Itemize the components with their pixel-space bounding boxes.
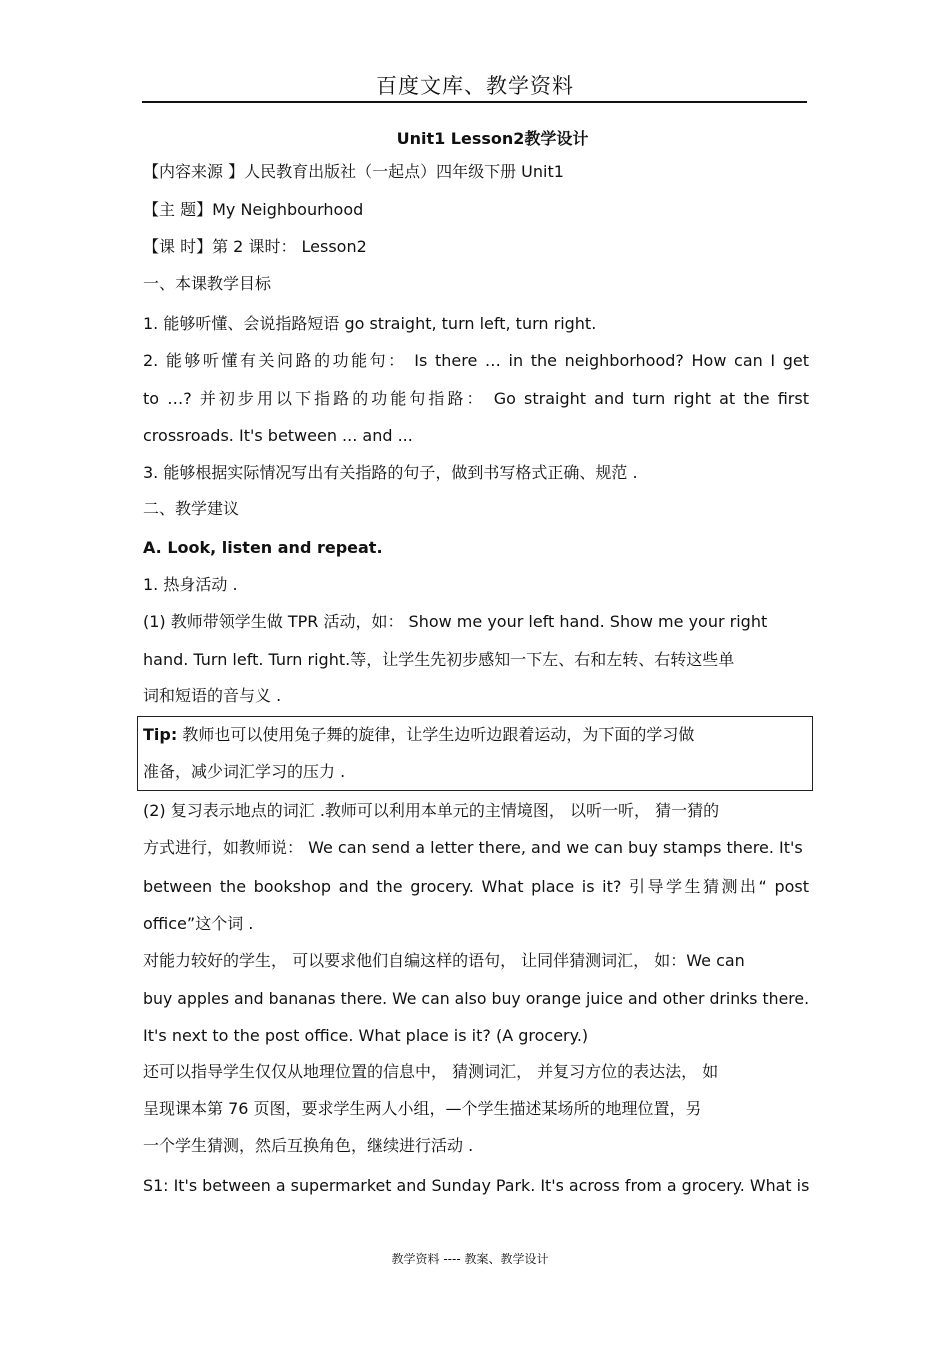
meta-source: 【内容来源 】人民教育出版社（一起点）四年级下册 Unit1	[143, 162, 564, 181]
tip-line: 准备，减少词汇学习的压力 .	[143, 762, 346, 781]
activity1-line: 词和短语的音与义 .	[143, 686, 282, 705]
meta-period: 【课 时】第 2 课时： Lesson2	[143, 237, 367, 256]
header-divider	[142, 101, 807, 103]
warmup-heading: 1. 热身活动 .	[143, 575, 238, 594]
activity2-line: between the bookshop and the grocery. What place is it? 引导学生猜测出“ post	[143, 877, 809, 896]
goal-line: 1. 能够听懂、会说指路短语 go straight, turn left, turn right.	[143, 314, 597, 333]
goal-line: to …? 并初步用以下指路的功能句指路： Go straight and turn right at the first	[143, 389, 809, 408]
tip-line	[143, 725, 809, 745]
section-heading-goals: 一、本课教学目标	[143, 274, 272, 293]
activity2-line: It's next to the post office. What place is it? (A grocery.)	[143, 1026, 589, 1045]
activity2-line: 一个学生猜测，然后互换角色，继续进行活动 .	[143, 1136, 474, 1155]
section-heading-suggestions: 二、教学建议	[143, 499, 240, 518]
document-title: Unit1 Lesson2教学设计	[396, 129, 589, 148]
part-a-heading: A. Look, listen and repeat.	[143, 538, 383, 557]
activity1-line: hand. Turn left. Turn right.等，让学生先初步感知一下左、右和左转、右转这些单	[143, 650, 735, 669]
footer-text: 教学资料 ---- 教案、教学设计	[391, 1252, 549, 1266]
activity2-line: office”这个词 .	[143, 914, 254, 933]
activity2-line: 方式进行，如教师说： We can send a letter there, and we can buy stamps there. It's	[143, 838, 803, 857]
goal-line: crossroads. It's between ... and ...	[143, 426, 413, 445]
activity2-line: S1: It's between a supermarket and Sunday Park. It's across from a grocery. What is	[143, 1176, 810, 1195]
activity2-line: 还可以指导学生仅仅从地理位置的信息中， 猜测词汇， 并复习方位的表达法， 如	[143, 1062, 719, 1081]
activity2-line: 对能力较好的学生， 可以要求他们自编这样的语句， 让同伴猜测词汇， 如：We can	[143, 951, 745, 970]
activity2-line: 呈现课本第 76 页图，要求学生两人小组，—个学生描述某场所的地理位置，另	[143, 1099, 702, 1118]
tip-text: 教师也可以使用兔子舞的旋律，让学生边听边跟着运动，为下面的学习做	[182, 725, 695, 744]
meta-topic: 【主 题】My Neighbourhood	[143, 200, 364, 219]
tip-label: Tip:	[143, 725, 178, 744]
activity2-line: buy apples and bananas there. We can also buy orange juice and other drinks there.	[143, 989, 810, 1008]
activity1-line: (1) 教师带领学生做 TPR 活动，如： Show me your left hand. Show me your right	[143, 612, 768, 631]
goal-line: 2. 能够听懂有关问路的功能句： Is there … in the neighborhood? How can I get	[143, 351, 809, 370]
goal-line: 3. 能够根据实际情况写出有关指路的句子，做到书写格式正确、规范 .	[143, 463, 638, 482]
activity2-line: (2) 复习表示地点的词汇 .教师可以利用本单元的主情境图， 以听一听， 猜一猜的	[143, 801, 720, 820]
header-title: 百度文库、教学资料	[376, 74, 574, 98]
